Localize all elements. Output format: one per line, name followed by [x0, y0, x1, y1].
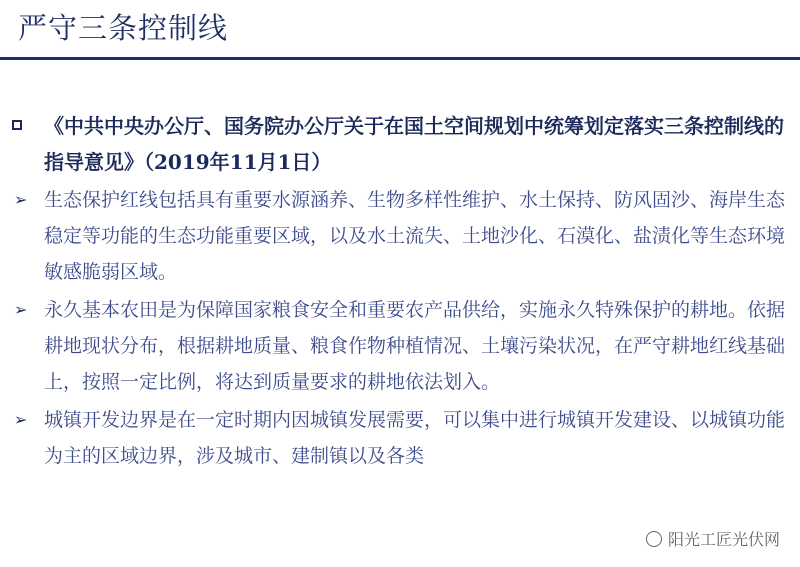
list-item — [12, 402, 787, 474]
bullet-text: 城镇开发边界是在一定时期内因城镇发展需要，可以集中进行城镇开发建设、以城镇功能为主的区域边界，涉及城市、建制镇以及各类 — [44, 409, 786, 467]
watermark-text: 阳光工匠光伏网 — [667, 530, 780, 549]
list-item — [12, 292, 787, 400]
arrow-bullet-icon: ➢ — [14, 300, 28, 319]
wechat-icon — [646, 531, 662, 547]
bullet-text: 生态保护红线包括具有重要水源涵养、生物多样性维护、水土保持、防风固沙、海岸生态稳定等功能的生态功能重要区域，以及水土流失、土地沙化、石漠化、盐渍化等生态环境敏感脆弱区域。 — [44, 189, 786, 283]
watermark — [640, 524, 786, 553]
square-bullet-icon — [12, 120, 22, 130]
heading-text: 《中共中央办公厅、国务院办公厅关于在国土空间规划中统筹划定落实三条控制线的指导意见》（2019年11月1日） — [44, 114, 784, 174]
bullet-text: 永久基本农田是为保障国家粮食安全和重要农产品供给，实施永久特殊保护的耕地。依据耕地现状分布，根据耕地质量、粮食作物种植情况、土壤污染状况，在严守耕地红线基础上，按照一定比例，将达到质量要求的耕地依法划入。 — [44, 299, 786, 393]
title-divider — [0, 57, 800, 60]
document-heading — [12, 108, 792, 180]
slide-title: 严守三条控制线 — [18, 11, 229, 45]
arrow-bullet-icon: ➢ — [14, 190, 28, 209]
list-item — [12, 182, 787, 290]
bullet-list — [12, 182, 787, 476]
arrow-bullet-icon: ➢ — [14, 410, 28, 429]
